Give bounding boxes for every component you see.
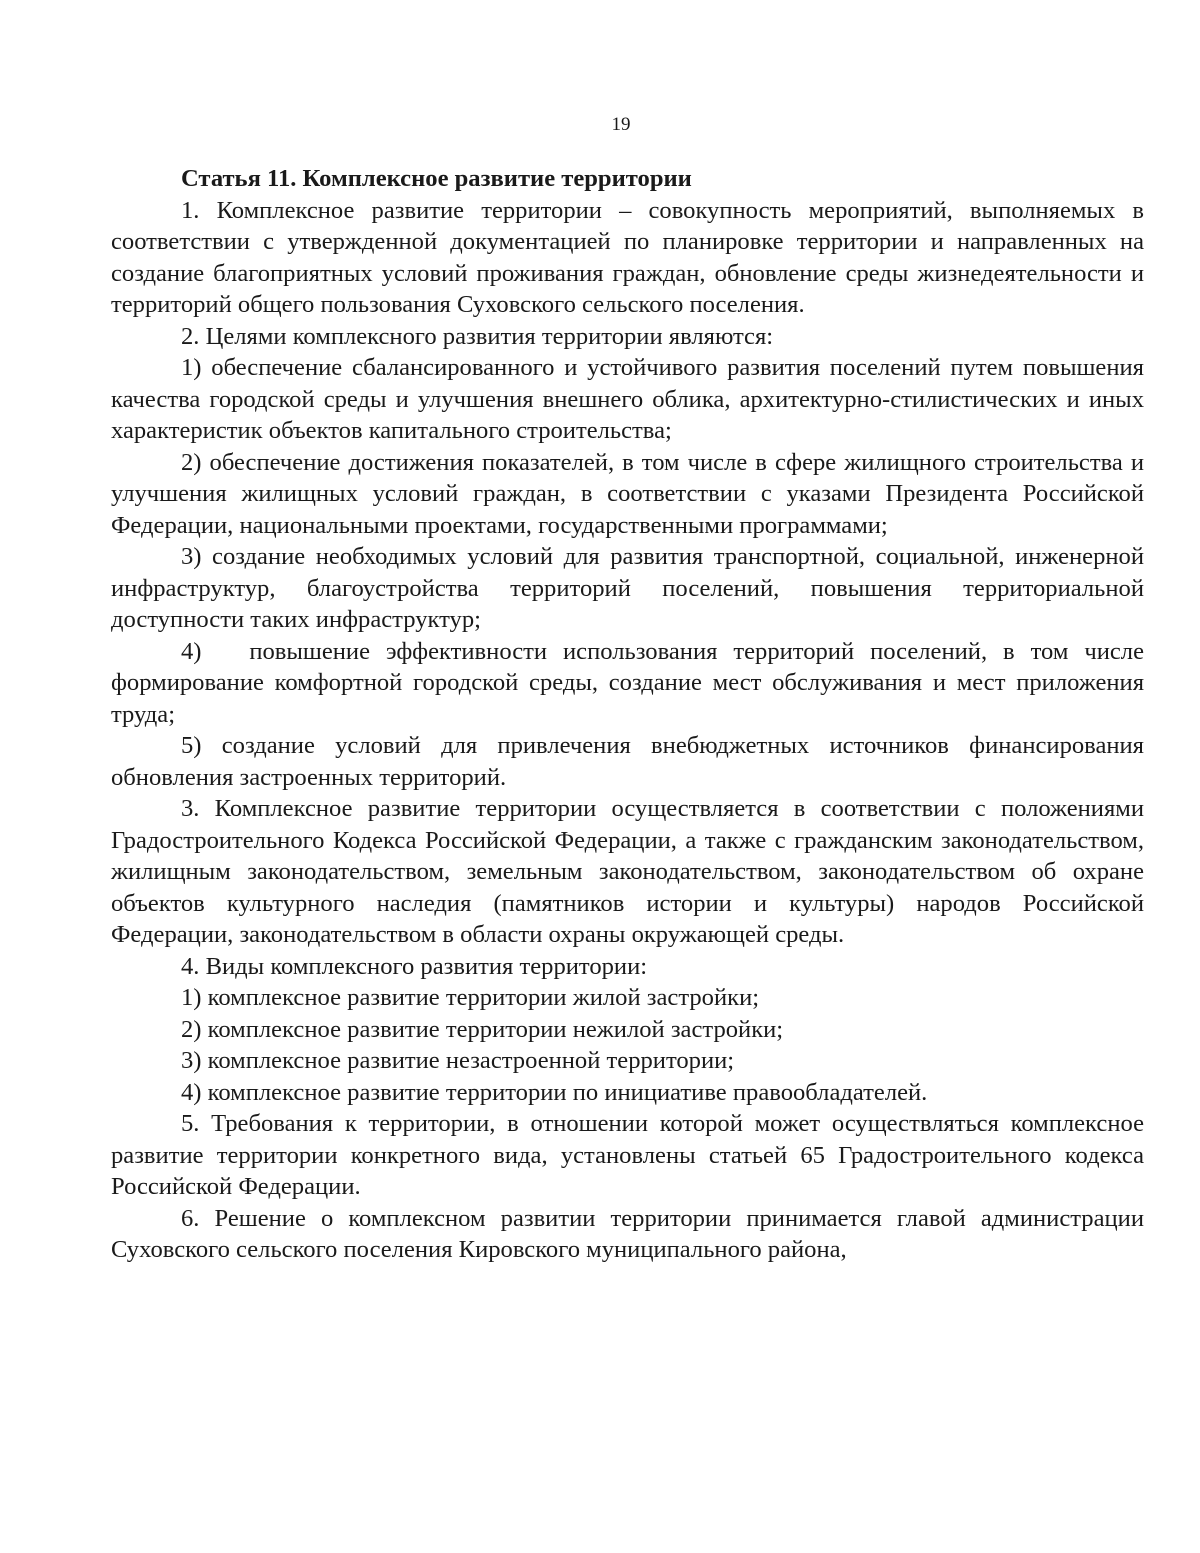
list-item: 3) создание необходимых условий для развития транспортной, социальной, инженерной инфраструктур, благоустройства территорий поселений, повышения территориальной доступности таких инфраструктур; <box>111 543 1144 633</box>
list-item: 4) повышение эффективности использования территорий поселений, в том числе формирование комфортной городской среды, создание мест обслуживания и мест приложения труда; <box>111 637 1151 728</box>
paragraph: 6. Решение о комплексном развитии территории принимается главой администрации Суховского сельского поселения Кировского муниципального района, <box>111 1204 1144 1263</box>
page-number: 19 <box>611 114 631 135</box>
paragraph: 2. Целями комплексного развития территории являются: <box>181 322 774 350</box>
list-item: 1) обеспечение сбалансированного и устойчивого развития поселений путем повышения качества городской среды и улучшения внешнего облика, архитектурно-стилистических и иных характеристик объектов капитального строительства; <box>111 354 1144 444</box>
paragraph: 1. Комплексное развитие территории – совокупность мероприятий, выполняемых в соответствии с утвержденной документацией по планировке территории и направленных на создание благоприятных условий проживания граждан, обновление среды жизнедеятельности и территорий общего пользования Суховского сельского поселения. <box>111 196 1144 318</box>
paragraph: 3. Комплексное развитие территории осуществляется в соответствии с положениями Градостроительного Кодекса Российской Федерации, а также с гражданским законодательством, жилищным законодательством, земельным законодательством, законодательством об охране объектов культурного наследия (памятников истории и культуры) народов Российской Федерации, законодательством в области охраны окружающей среды. <box>111 795 1144 948</box>
list-item: 5) создание условий для привлечения внебюджетных источников финансирования обновления застроенных территорий. <box>111 732 1144 791</box>
list-item: 2) комплексное развитие территории нежилой застройки; <box>181 1015 784 1043</box>
article-heading: Статья 11. Комплексное развитие территории <box>181 165 692 192</box>
list-item: 2) обеспечение достижения показателей, в том числе в сфере жилищного строительства и улучшения жилищных условий граждан, в соответствии с указами Президента Российской Федерации, национальными проектами, государственными программами; <box>111 448 1144 539</box>
paragraph: 5. Требования к территории, в отношении которой может осуществляться комплексное развитие территории конкретного вида, установлены статьей 65 Градостроительного кодекса Российской Федерации. <box>111 1110 1144 1200</box>
list-item: 4) комплексное развитие территории по инициативе правообладателей. <box>181 1078 928 1106</box>
paragraph: 4. Виды комплексного развития территории: <box>181 952 648 980</box>
list-item: 1) комплексное развитие территории жилой застройки; <box>181 984 760 1011</box>
list-item: 3) комплексное развитие незастроенной территории; <box>181 1047 735 1074</box>
article-body <box>111 163 1151 1266</box>
